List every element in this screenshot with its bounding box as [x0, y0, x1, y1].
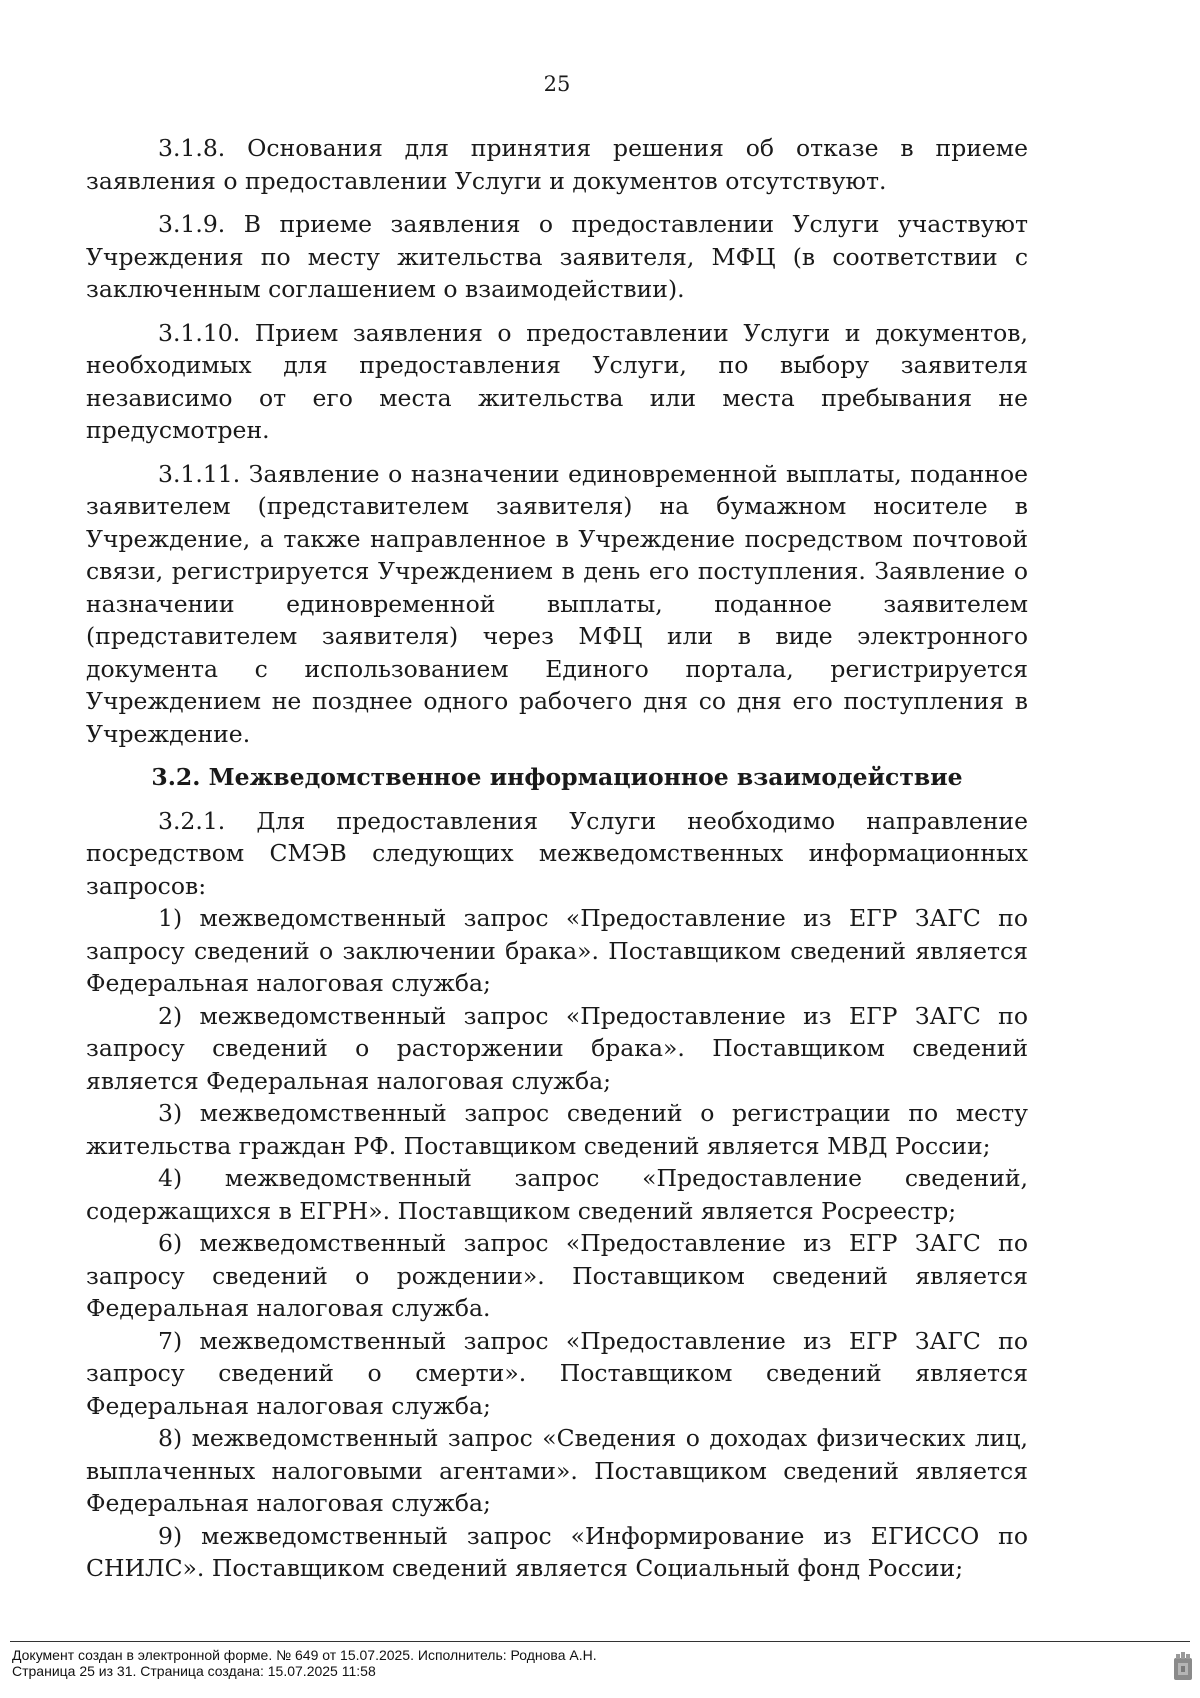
paragraph-3-1-9: 3.1.9. В приеме заявления о предоставлении Услуги участвуют Учреждения по месту жительства заявителя, МФЦ (в соответствии с заключенным соглашением о взаимодействии). — [86, 210, 1028, 303]
paragraph-3-1-8: 3.1.8. Основания для принятия решения об отказе в приеме заявления о предоставлении Услуги и документов отсутствуют. — [86, 134, 1028, 195]
list-item-request-8: 8) межведомственный запрос «Сведения о доходах физических лиц, выплаченных налоговыми агентами». Поставщиком сведений является Федеральная налоговая служба; — [86, 1424, 1028, 1517]
list-item-request-6: 6) межведомственный запрос «Предоставление из ЕГР ЗАГС по запросу сведений о рождении». Поставщиком сведений является Федеральная налоговая служба. — [86, 1229, 1028, 1322]
document-body — [86, 132, 1028, 1585]
list-item-request-9: 9) межведомственный запрос «Информирование из ЕГИССО по СНИЛС». Поставщиком сведений является Социальный фонд России; — [86, 1521, 1028, 1582]
footer-line-1: Документ создан в электронной форме. № 649 от 15.07.2025. Исполнитель: Роднова А.Н. — [12, 1647, 597, 1663]
list-item-request-3: 3) межведомственный запрос сведений о регистрации по месту жительства граждан РФ. Поставщиком сведений является МВД России; — [86, 1099, 1028, 1160]
page-number: 25 — [543, 72, 571, 96]
list-item-request-1: 1) межведомственный запрос «Предоставление из ЕГР ЗАГС по запросу сведений о заключении брака». Поставщиком сведений является Федеральная налоговая служба; — [86, 904, 1028, 997]
paragraph-3-1-10: 3.1.10. Прием заявления о предоставлении Услуги и документов, необходимых для предоставления Услуги, по выбору заявителя независимо от его места жительства или места пребывания не предусмотрен. — [86, 318, 1028, 444]
section-heading-3-2: 3.2. Межведомственное информационное взаимодействие — [151, 763, 963, 791]
paragraph-3-1-11: 3.1.11. Заявление о назначении единовременной выплаты, поданное заявителем (представителем заявителя) на бумажном носителе в Учреждение, а также направленное в Учреждение посредством почтовой связи, регистрируется Учреждением в день его поступления. Заявление о назначении единовременной выплаты, поданное заявителем (представителем заявителя) через МФЦ или в виде электронного документа с использованием Единого портала, регистрируется Учреждением не позднее одного рабочего дня со дня его поступления в Учреждение. — [86, 459, 1028, 748]
document-footer — [12, 1647, 597, 1679]
list-item-request-7: 7) межведомственный запрос «Предоставление из ЕГР ЗАГС по запросу сведений о смерти». Поставщиком сведений является Федеральная налоговая служба; — [86, 1326, 1028, 1420]
list-item-request-2: 2) межведомственный запрос «Предоставление из ЕГР ЗАГС по запросу сведений о расторжении брака». Поставщиком сведений является Федеральная налоговая служба; — [86, 1001, 1028, 1095]
paragraph-3-2-1: 3.2.1. Для предоставления Услуги необходимо направление посредством СМЭВ следующих межведомственных информационных запросов: — [86, 806, 1028, 900]
coat-of-arms-icon — [1172, 1650, 1194, 1684]
footer-divider — [10, 1641, 1190, 1642]
footer-line-2: Страница 25 из 31. Страница создана: 15.07.2025 11:58 — [12, 1663, 376, 1679]
list-item-request-4: 4) межведомственный запрос «Предоставление сведений, содержащихся в ЕГРН». Поставщиком сведений является Росреестр; — [86, 1164, 1028, 1225]
